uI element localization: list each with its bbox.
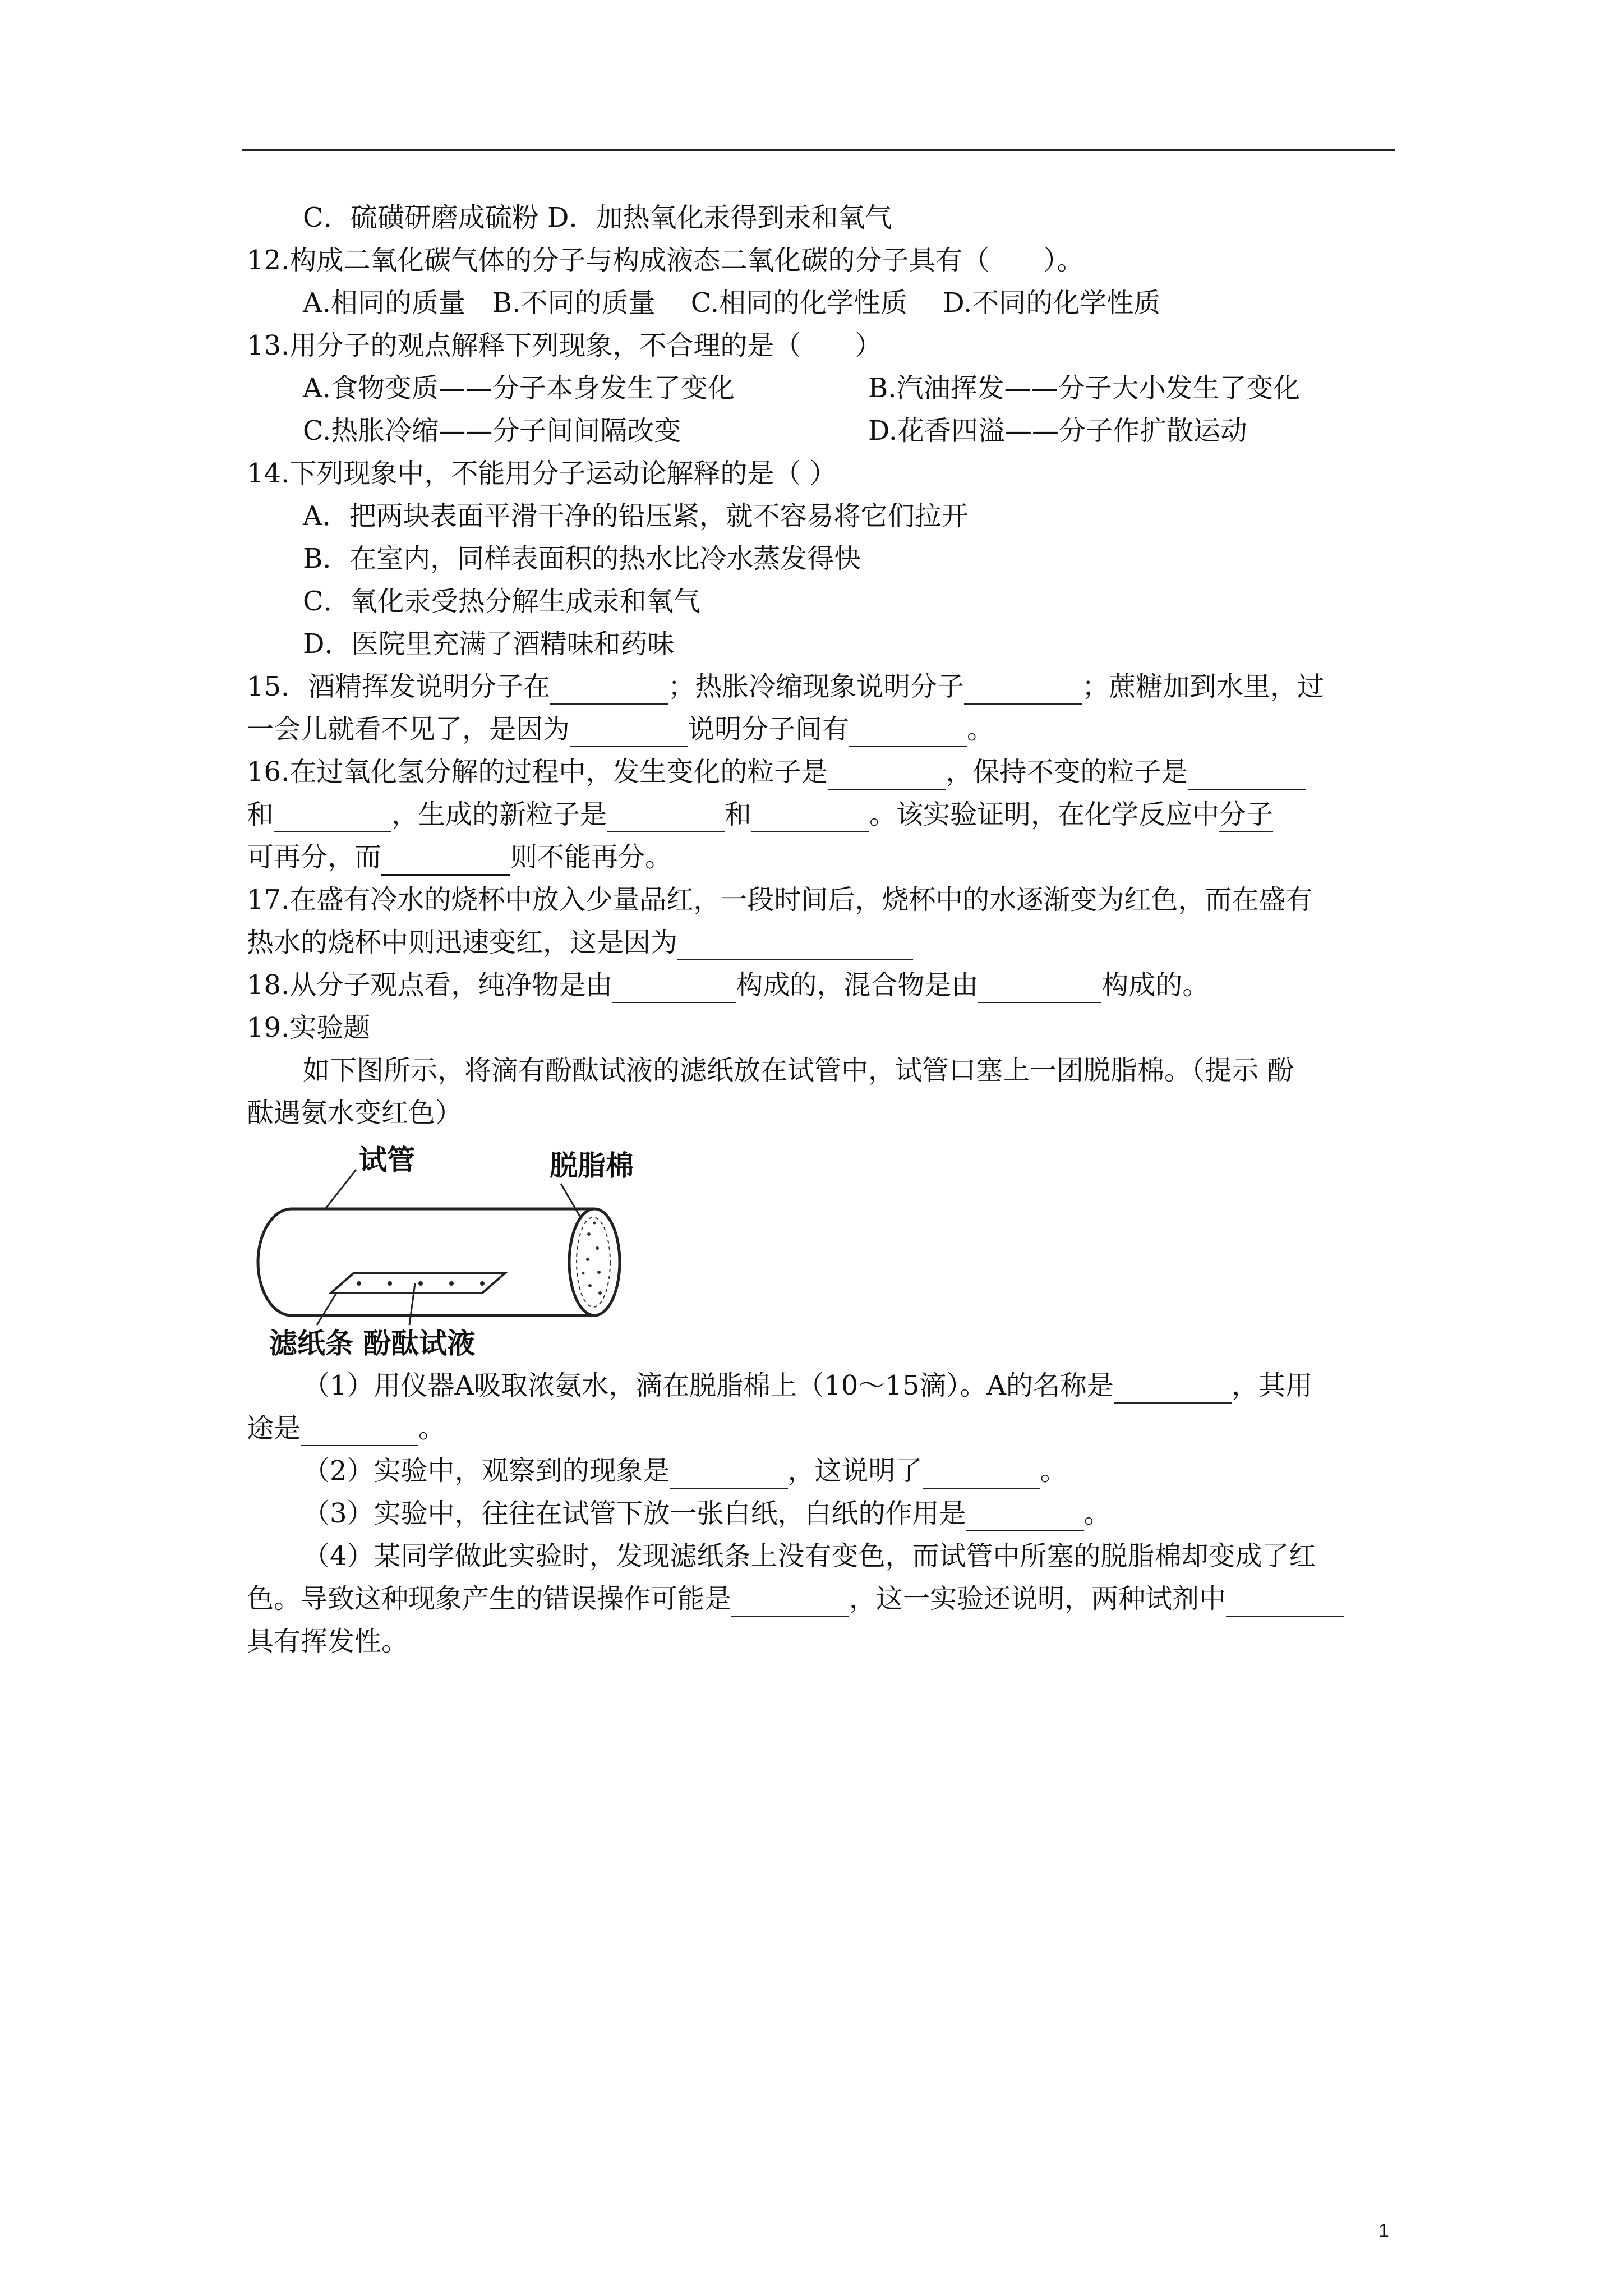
q12-options: A.相同的质量 B.不同的质量 C.相同的化学性质 D.不同的化学性质 <box>303 287 1161 319</box>
sub4-line3: 具有挥发性。 <box>247 1626 409 1657</box>
q15-text-f: 。 <box>967 714 994 745</box>
answer-blank[interactable] <box>966 1497 1084 1531</box>
answer-blank[interactable] <box>828 755 946 790</box>
q15-text-c: ；蔗糖加到水里，过 <box>1082 671 1325 702</box>
answer-blank[interactable] <box>751 798 869 832</box>
answer-blank[interactable] <box>964 670 1082 705</box>
q16-underlined-answer: 分子 <box>1219 798 1273 832</box>
answer-blank[interactable] <box>607 798 725 832</box>
sub4-line1: （4）某同学做此实验时，发现滤纸条上没有变色，而试管中所塞的脱脂棉却变成了红 <box>303 1540 1316 1572</box>
q18-line <box>247 968 1209 1003</box>
q19-intro-line2: 酞遇氨水变红色） <box>247 1097 463 1129</box>
q16-line1 <box>247 755 1306 790</box>
sub3-text-b: 。 <box>1083 1498 1111 1529</box>
sub3-line <box>303 1497 1111 1531</box>
answer-blank[interactable] <box>612 968 736 1003</box>
sub1-text-b: ，其用 <box>1232 1370 1313 1401</box>
q15-text-d: 一会儿就看不见了，是因为 <box>247 714 570 745</box>
sub4-text-a: 色。导致这种现象产生的错误操作可能是 <box>247 1583 732 1614</box>
q14-option-d: D．医院里充满了酒精味和药味 <box>303 628 675 660</box>
q13-option-b: B.汽油挥发——分子大小发生了变化 <box>868 372 1301 404</box>
q15-line1 <box>247 670 1324 705</box>
sub2-line <box>303 1454 1067 1489</box>
sub1-text-c: 途是 <box>247 1412 301 1444</box>
test-tube-figure <box>247 1144 662 1358</box>
q17-line1: 17.在盛有冷水的烧杯中放入少量品红，一段时间后，烧杯中的水逐渐变为红色，而在盛有 <box>247 884 1313 915</box>
q15-text-b: ；热胀冷缩现象说明分子 <box>668 671 965 702</box>
sub1-line1 <box>303 1369 1312 1404</box>
sub1-text-a: （1）用仪器A吸取浓氨水，滴在脱脂棉上（10～15滴）。A的名称是 <box>303 1370 1114 1401</box>
q18-text-a: 18.从分子观点看，纯净物是由 <box>247 969 613 1001</box>
answer-blank[interactable] <box>670 1454 788 1489</box>
q19-title: 19.实验题 <box>247 1012 371 1043</box>
answer-blank[interactable] <box>731 1582 849 1617</box>
sub2-text-a: （2）实验中，观察到的现象是 <box>303 1455 670 1487</box>
q16-text-d: ，生成的新粒子是 <box>391 799 607 830</box>
q11-options-cd: C．硫磺研磨成硫粉 D．加热氧化汞得到汞和氧气 <box>303 202 892 233</box>
answer-blank[interactable] <box>550 670 668 705</box>
q18-text-b: 构成的，混合物是由 <box>736 969 979 1001</box>
q14-option-c: C．氧化汞受热分解生成汞和氧气 <box>303 586 700 617</box>
answer-blank[interactable] <box>978 968 1101 1003</box>
q15-line2 <box>247 712 994 747</box>
label-test-tube: 试管 <box>359 1144 415 1176</box>
q16-text-b: ，保持不变的粒子是 <box>946 756 1188 788</box>
sub1-text-d: 。 <box>418 1412 446 1444</box>
answer-blank[interactable] <box>923 1454 1040 1489</box>
q14-option-a: A．把两块表面平滑干净的铅压紧，就不容易将它们拉开 <box>303 500 969 532</box>
q13-option-d: D.花香四溢——分子作扩散运动 <box>868 415 1248 447</box>
sub2-text-b: ，这说明了 <box>787 1455 923 1487</box>
q14-stem: 14.下列现象中，不能用分子运动论解释的是（ ） <box>247 458 837 489</box>
label-cotton: 脱脂棉 <box>550 1149 634 1182</box>
header-rule <box>242 149 1395 151</box>
q16-text-g: 可再分，而 <box>247 841 382 873</box>
sub2-text-c: 。 <box>1040 1455 1067 1487</box>
answer-blank[interactable] <box>1188 755 1306 790</box>
label-strip-reagent: 滤纸条 酚酞试液 <box>269 1327 476 1358</box>
answer-blank[interactable] <box>570 712 688 747</box>
q16-text-c: 和 <box>247 799 274 830</box>
q16-text-f: 。该实验证明，在化学反应中 <box>869 799 1220 830</box>
answer-blank[interactable] <box>381 840 510 876</box>
q15-text-a: 15．酒精挥发说明分子在 <box>247 671 551 702</box>
q16-line2 <box>247 798 1273 832</box>
sub4-text-b: ，这一实验还说明，两种试剂中 <box>849 1583 1227 1614</box>
sub1-line2 <box>247 1411 445 1446</box>
sub4-line2 <box>247 1582 1344 1617</box>
q15-text-e: 说明分子间有 <box>688 714 850 745</box>
q12-stem: 12.构成二氧化碳气体的分子与构成液态二氧化碳的分子具有（ ）。 <box>247 245 1084 276</box>
q18-text-c: 构成的。 <box>1101 969 1210 1001</box>
answer-blank[interactable] <box>849 712 967 747</box>
sub3-text-a: （3）实验中，往往在试管下放一张白纸，白纸的作用是 <box>303 1498 966 1529</box>
q16-line3 <box>247 840 672 876</box>
q13-option-c: C.热胀冷缩——分子间间隔改变 <box>303 415 681 447</box>
answer-blank[interactable] <box>677 926 913 960</box>
q19-intro-line1: 如下图所示，将滴有酚酞试液的滤纸放在试管中，试管口塞上一团脱脂棉。（提示 酚 <box>303 1055 1294 1086</box>
answer-blank[interactable] <box>301 1411 418 1446</box>
q13-option-a: A.食物变质——分子本身发生了变化 <box>303 372 735 404</box>
q16-text-a: 16.在过氧化氢分解的过程中，发生变化的粒子是 <box>247 756 828 788</box>
q16-text-h: 则不能再分。 <box>510 841 672 873</box>
q14-option-b: B．在室内，同样表面积的热水比冷水蒸发得快 <box>303 543 861 574</box>
answer-blank[interactable] <box>274 798 391 832</box>
q17-text: 热水的烧杯中则迅速变红，这是因为 <box>247 927 678 958</box>
page-number: 1 <box>1378 2220 1389 2242</box>
answer-blank[interactable] <box>1114 1369 1232 1404</box>
q16-text-e: 和 <box>725 799 752 830</box>
q13-stem: 13.用分子的观点解释下列现象，不合理的是（ ） <box>247 330 882 361</box>
answer-blank[interactable] <box>1226 1582 1344 1617</box>
q17-line2 <box>247 926 913 960</box>
